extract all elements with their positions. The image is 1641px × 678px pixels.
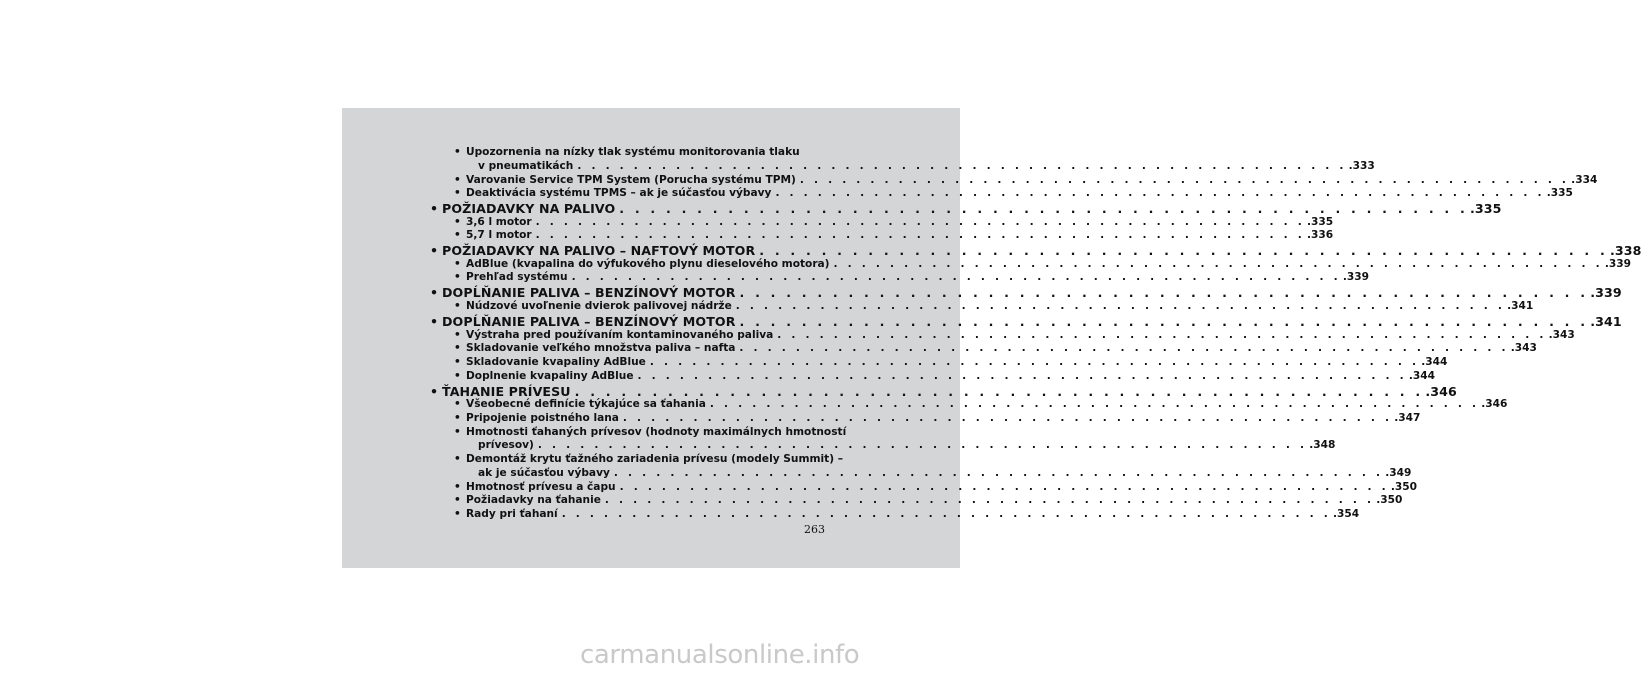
dot-leader: . . . . . . . . . . . . . . . . . . . . . . . . . . . . . . . . . . . . . . . . . . . . . . . . . . . . . . . — [759, 242, 1608, 258]
toc-entry-label: POŽIADAVKY NA PALIVO – NAFTOVÝ MOTOR — [442, 242, 756, 258]
toc-entry-label: ŤAHANIE PRÍVESU — [442, 383, 571, 399]
bullet-icon: • — [454, 328, 461, 341]
toc-entry-label: POŽIADAVKY NA PALIVO — [442, 201, 616, 216]
dot-leader: . . . . . . . . . . . . . . . . . . . . . . . . . . . . . . . . . . . . . . . . . . . . . . . . . . . . . . . — [833, 257, 1603, 270]
bullet-icon: • — [454, 257, 461, 270]
toc-entry-label: DOPĹŇANIE PALIVA – BENZÍNOVÝ MOTOR — [442, 284, 736, 300]
toc-entry-page: .333 — [1348, 159, 1375, 172]
toc-entry-page: .349 — [1385, 466, 1412, 479]
toc-entry-page: .341 — [1590, 313, 1622, 329]
toc-entry-label: Deaktivácia systému TPMS – ak je súčasťou výbavy — [466, 187, 772, 199]
bullet-icon: • — [454, 271, 461, 283]
dot-leader: . . . . . . . . . . . . . . . . . . . . . . . . . . . . . . . . . . . . . . . . . . . . . . . . . . . . . . . — [537, 439, 1308, 451]
bullet-icon: • — [454, 187, 461, 199]
toc-entry-label: Skladovanie veľkého množstva paliva – nafta — [466, 342, 736, 354]
bullet-icon: • — [454, 494, 461, 506]
bullet-icon: • — [430, 242, 439, 258]
toc-heading-entry[interactable] — [430, 242, 1641, 259]
dot-leader: . . . . . . . . . . . . . . . . . . . . . . . . . . . . . . . . . . . . . . . . . . . . . . . . . . . . . . . — [649, 356, 1420, 368]
toc-entry-label: Varovanie Service TPM System (Porucha systému TPM) — [466, 173, 796, 186]
toc-entry-page: .339 — [1342, 271, 1370, 283]
dot-leader: . . . . . . . . . . . . . . . . . . . . . . . . . . . . . . . . . . . . . . . . . . . . . . . . . . . . . . . — [619, 201, 1468, 216]
toc-entry-label: Výstraha pred používaním kontaminovaného paliva — [466, 328, 774, 341]
dot-leader: . . . . . . . . . . . . . . . . . . . . . . . . . . . . . . . . . . . . . . . . . . . . . . . . . . . . . . . — [709, 398, 1480, 410]
dot-leader: . . . . . . . . . . . . . . . . . . . . . . . . . . . . . . . . . . . . . . . . . . . . . . . . . . . . . . . — [735, 300, 1506, 312]
toc-entry-page: .348 — [1309, 439, 1336, 451]
toc-entry-label: Skladovanie kvapaliny AdBlue — [466, 356, 646, 368]
bullet-icon: • — [454, 480, 461, 493]
page-number: 263 — [804, 523, 825, 536]
manual-page — [342, 108, 1641, 568]
toc-entry-label: Núdzové uvoľnenie dvierok palivovej nádrže — [466, 300, 732, 312]
dot-leader: . . . . . . . . . . . . . . . . . . . . . . . . . . . . . . . . . . . . . . . . . . . . . . . . . . . . . . . — [619, 480, 1389, 493]
toc-entry-page: .343 — [1548, 328, 1575, 341]
toc-entry-label: 5,7 l motor — [466, 229, 532, 241]
toc-entry-label: Všeobecné definície týkajúce sa ťahania — [466, 398, 706, 410]
dot-leader: . . . . . . . . . . . . . . . . . . . . . . . . . . . . . . . . . . . . . . . . . . . . . . . . . . . . . . . — [777, 328, 1547, 341]
bullet-icon: • — [454, 453, 461, 465]
toc-heading-entry[interactable] — [430, 284, 1622, 301]
dot-leader: . . . . . . . . . . . . . . . . . . . . . . . . . . . . . . . . . . . . . . . . . . . . . . . . . . . . . . . — [613, 466, 1384, 479]
dot-leader: . . . . . . . . . . . . . . . . . . . . . . . . . . . . . . . . . . . . . . . . . . . . . . . . . . . . . . . — [561, 508, 1331, 520]
dot-leader: . . . . . . . . . . . . . . . . . . . . . . . . . . . . . . . . . . . . . . . . . . . . . . . . . . . . . . . — [739, 313, 1589, 329]
bullet-icon: • — [454, 398, 461, 410]
toc-heading-entry[interactable] — [430, 313, 1622, 330]
toc-entry-page: .336 — [1306, 229, 1334, 241]
bullet-icon: • — [430, 383, 439, 399]
dot-leader: . . . . . . . . . . . . . . . . . . . . . . . . . . . . . . . . . . . . . . . . . . . . . . . . . . . . . . . — [739, 342, 1509, 354]
toc-entry[interactable] — [454, 508, 1360, 524]
toc-entry-page: .338 — [1610, 242, 1641, 258]
toc-entry-page: .334 — [1571, 173, 1598, 186]
toc-entry-page: .341 — [1507, 300, 1534, 312]
toc-entry-label: Hmotnosť prívesu a čapu — [466, 480, 616, 493]
bullet-icon: • — [454, 229, 461, 241]
toc-entry-label: v pneumatikách — [478, 159, 574, 172]
toc-entry-label: Hmotnosti ťahaných prívesov (hodnoty maximálnych hmotností — [466, 425, 847, 438]
dot-leader: . . . . . . . . . . . . . . . . . . . . . . . . . . . . . . . . . . . . . . . . . . . . . . . . . . . . . . . — [577, 159, 1347, 172]
bullet-icon: • — [454, 146, 461, 158]
bullet-icon: • — [454, 369, 461, 382]
toc-entry-page: .339 — [1604, 257, 1631, 270]
toc-entry-label: Doplnenie kvapaliny AdBlue — [466, 369, 634, 382]
bullet-icon: • — [430, 284, 439, 300]
toc-entry-label: Rady pri ťahaní — [466, 508, 558, 520]
dot-leader: . . . . . . . . . . . . . . . . . . . . . . . . . . . . . . . . . . . . . . . . . . . . . . . . . . . . . . . — [535, 215, 1305, 228]
bullet-icon: • — [454, 300, 461, 312]
watermark: carmanualsonline.info — [580, 640, 860, 670]
toc-entry-page: .344 — [1421, 356, 1448, 368]
toc-entry-page: .343 — [1510, 342, 1537, 354]
toc-entry-page: .350 — [1376, 494, 1403, 506]
bullet-icon: • — [454, 215, 461, 228]
toc-entry-label: AdBlue (kvapalina do výfukového plynu dieselového motora) — [466, 257, 830, 270]
toc-entry-label: ak je súčasťou výbavy — [478, 466, 610, 479]
bullet-icon: • — [454, 173, 461, 186]
dot-leader: . . . . . . . . . . . . . . . . . . . . . . . . . . . . . . . . . . . . . . . . . . . . . . . . . . . . . . . — [571, 271, 1341, 283]
toc-entry-label: Upozornenia na nízky tlak systému monitorovania tlaku — [466, 146, 800, 158]
bullet-icon: • — [454, 412, 461, 424]
toc-entry-label: Požiadavky na ťahanie — [466, 494, 601, 506]
toc-entry-page: .346 — [1425, 383, 1457, 399]
toc-entry-page: .335 — [1306, 215, 1334, 228]
dot-leader: . . . . . . . . . . . . . . . . . . . . . . . . . . . . . . . . . . . . . . . . . . . . . . . . . . . . . . . — [535, 229, 1305, 241]
dot-leader: . . . . . . . . . . . . . . . . . . . . . . . . . . . . . . . . . . . . . . . . . . . . . . . . . . . . . . . — [604, 494, 1375, 506]
toc-entry-page: .350 — [1390, 480, 1418, 493]
toc-entry-page: .347 — [1394, 412, 1421, 424]
toc-entry-label: 3,6 l motor — [466, 215, 532, 228]
dot-leader: . . . . . . . . . . . . . . . . . . . . . . . . . . . . . . . . . . . . . . . . . . . . . . . . . . . . . . . — [739, 284, 1589, 300]
dot-leader: . . . . . . . . . . . . . . . . . . . . . . . . . . . . . . . . . . . . . . . . . . . . . . . . . . . . . . . — [637, 369, 1407, 382]
bullet-icon: • — [430, 201, 439, 216]
bullet-icon: • — [454, 508, 461, 520]
toc-entry-page: .354 — [1333, 508, 1360, 520]
toc-entry-page: .339 — [1590, 284, 1622, 300]
bullet-icon: • — [454, 342, 461, 354]
dot-leader: . . . . . . . . . . . . . . . . . . . . . . . . . . . . . . . . . . . . . . . . . . . . . . . . . . . . . . . — [775, 187, 1545, 199]
toc-entry-label: DOPĹŇANIE PALIVA – BENZÍNOVÝ MOTOR — [442, 313, 736, 329]
bullet-icon: • — [454, 425, 461, 438]
toc-entry-label: Demontáž krytu ťažného zariadenia prívesu (modely Summit) – — [466, 453, 844, 465]
dot-leader: . . . . . . . . . . . . . . . . . . . . . . . . . . . . . . . . . . . . . . . . . . . . . . . . . . . . . . . — [574, 383, 1424, 399]
bullet-icon: • — [454, 356, 461, 368]
toc-entry-label: Prehľad systému — [466, 271, 568, 283]
toc-entry-page: .344 — [1408, 369, 1435, 382]
toc-entry-page: .335 — [1546, 187, 1573, 199]
dot-leader: . . . . . . . . . . . . . . . . . . . . . . . . . . . . . . . . . . . . . . . . . . . . . . . . . . . . . . . — [799, 173, 1570, 186]
dot-leader: . . . . . . . . . . . . . . . . . . . . . . . . . . . . . . . . . . . . . . . . . . . . . . . . . . . . . . . — [622, 412, 1393, 424]
toc-entry-label: Pripojenie poistného lana — [466, 412, 619, 424]
toc-entry-page: .335 — [1470, 201, 1502, 216]
bullet-icon: • — [430, 313, 439, 329]
toc-entry-label: prívesov) — [478, 439, 534, 451]
toc-entry-page: .346 — [1481, 398, 1508, 410]
